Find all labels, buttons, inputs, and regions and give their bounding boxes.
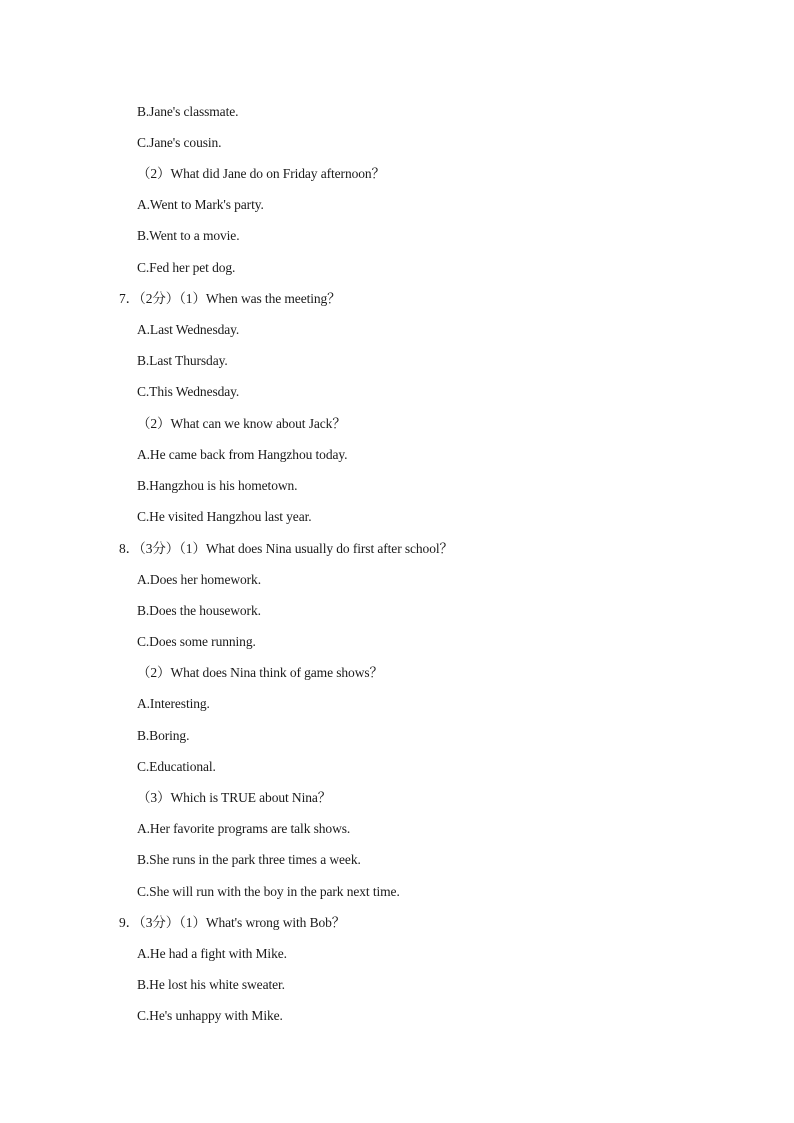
- option-line: B.Last Thursday.: [137, 353, 228, 368]
- option-line: C.This Wednesday.: [137, 384, 240, 399]
- option-line: B.Went to a movie.: [137, 228, 240, 243]
- option-line: A.He had a fight with Mike.: [137, 946, 287, 961]
- question-heading: 9．（3分）（1）What's wrong with Bob？: [119, 915, 346, 930]
- option-line: B.Boring.: [137, 728, 190, 743]
- subquestion-line: （2）What can we know about Jack？: [137, 416, 346, 431]
- subquestion-line: （3）Which is TRUE about Nina？: [137, 790, 332, 805]
- option-line: B.She runs in the park three times a week.: [137, 852, 361, 867]
- question-heading: 7．（2分）（1）When was the meeting？: [119, 291, 341, 306]
- option-line: C.She will run with the boy in the park next time.: [137, 884, 400, 899]
- question-heading: 8．（3分）（1）What does Nina usually do first after school？: [119, 541, 453, 556]
- option-line: A.He came back from Hangzhou today.: [137, 447, 348, 462]
- option-line: B.Does the housework.: [137, 603, 261, 618]
- option-line: A.Does her homework.: [137, 572, 261, 587]
- option-line: C.He visited Hangzhou last year.: [137, 509, 312, 524]
- option-line: B.Hangzhou is his hometown.: [137, 478, 298, 493]
- option-line: B.He lost his white sweater.: [137, 977, 285, 992]
- option-line: A.Her favorite programs are talk shows.: [137, 821, 351, 836]
- option-line: A.Last Wednesday.: [137, 322, 240, 337]
- option-line: C.Educational.: [137, 759, 216, 774]
- option-line: C.Does some running.: [137, 634, 256, 649]
- subquestion-line: （2）What does Nina think of game shows？: [137, 665, 383, 680]
- option-line: A.Interesting.: [137, 696, 210, 711]
- option-line: C.Fed her pet dog.: [137, 260, 236, 275]
- option-line: B.Jane's classmate.: [137, 104, 239, 119]
- option-line: C.He's unhappy with Mike.: [137, 1008, 283, 1023]
- option-line: C.Jane's cousin.: [137, 135, 222, 150]
- subquestion-line: （2）What did Jane do on Friday afternoon？: [137, 166, 385, 181]
- option-line: A.Went to Mark's party.: [137, 197, 264, 212]
